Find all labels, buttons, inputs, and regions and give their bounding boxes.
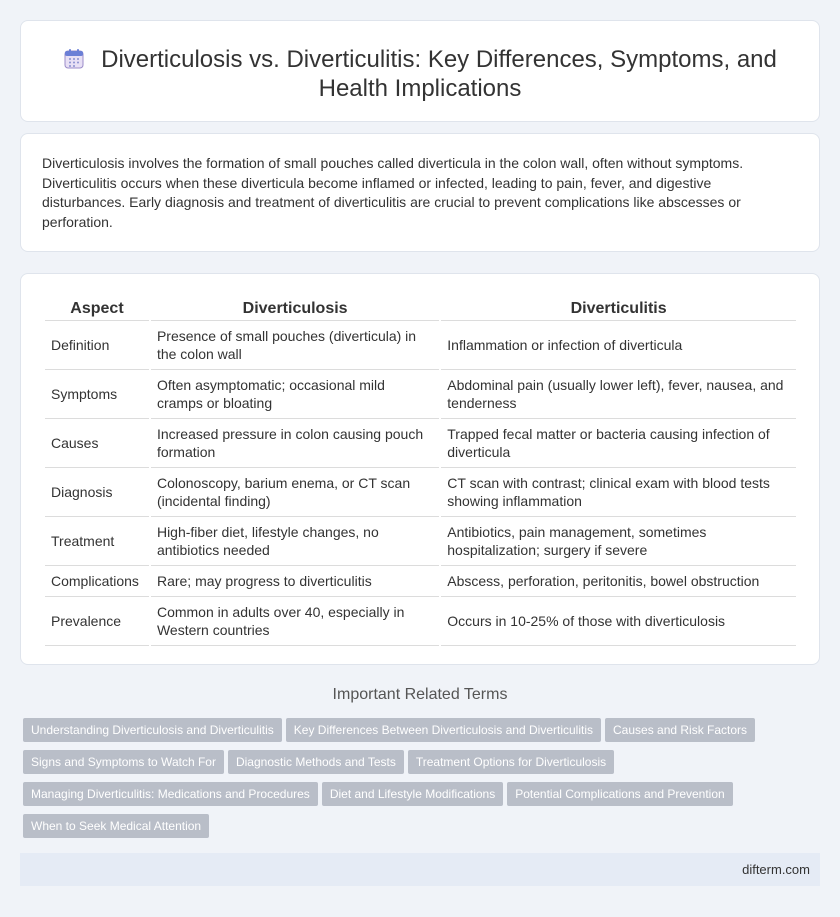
related-term-tag[interactable]: Diagnostic Methods and Tests [228, 750, 404, 774]
table-row [45, 597, 796, 646]
header-aspect: Aspect [45, 294, 149, 321]
row-diverticulosis: Rare; may progress to diverticulitis [151, 566, 439, 597]
header-card [20, 20, 820, 122]
related-term-tag[interactable]: Causes and Risk Factors [605, 718, 755, 742]
row-diverticulosis: Colonoscopy, barium enema, or CT scan (incidental finding) [151, 468, 439, 517]
row-aspect: Complications [45, 566, 149, 597]
footer [20, 853, 820, 886]
row-diverticulosis: Increased pressure in colon causing pouch formation [151, 419, 439, 468]
row-aspect: Diagnosis [45, 468, 149, 517]
row-aspect: Causes [45, 419, 149, 468]
row-diverticulosis: Often asymptomatic; occasional mild cramps or bloating [151, 370, 439, 419]
header-diverticulitis: Diverticulitis [441, 294, 796, 321]
related-term-tag[interactable]: Managing Diverticulitis: Medications and Procedures [23, 782, 318, 806]
row-diverticulitis: Antibiotics, pain management, sometimes hospitalization; surgery if severe [441, 517, 796, 566]
row-diverticulosis: High-fiber diet, lifestyle changes, no antibiotics needed [151, 517, 439, 566]
related-term-tag[interactable]: Key Differences Between Diverticulosis and Diverticulitis [286, 718, 601, 742]
row-aspect: Treatment [45, 517, 149, 566]
table-row [45, 468, 796, 517]
page-title [51, 45, 789, 103]
table-header-row [45, 294, 796, 321]
row-aspect: Definition [45, 321, 149, 370]
row-diverticulosis: Presence of small pouches (diverticula) in the colon wall [151, 321, 439, 370]
row-aspect: Prevalence [45, 597, 149, 646]
calendar-icon [63, 48, 85, 70]
footer-site-link[interactable]: difterm.com [742, 862, 810, 877]
comparison-table [43, 294, 798, 646]
table-row [45, 370, 796, 419]
related-term-tag[interactable]: When to Seek Medical Attention [23, 814, 209, 838]
table-row [45, 321, 796, 370]
row-aspect: Symptoms [45, 370, 149, 419]
related-term-tag[interactable]: Signs and Symptoms to Watch For [23, 750, 224, 774]
table-row [45, 419, 796, 468]
related-term-tag[interactable]: Treatment Options for Diverticulosis [408, 750, 614, 774]
comparison-table-card [20, 273, 820, 665]
table-row [45, 517, 796, 566]
table-row [45, 566, 796, 597]
row-diverticulitis: Abdominal pain (usually lower left), fever, nausea, and tenderness [441, 370, 796, 419]
related-term-tag[interactable]: Understanding Diverticulosis and Diverticulitis [23, 718, 282, 742]
row-diverticulitis: Occurs in 10-25% of those with diverticulosis [441, 597, 796, 646]
intro-card [20, 133, 820, 252]
row-diverticulitis: Inflammation or infection of diverticula [441, 321, 796, 370]
row-diverticulitis: Trapped fecal matter or bacteria causing infection of diverticula [441, 419, 796, 468]
header-diverticulosis: Diverticulosis [151, 294, 439, 321]
related-terms-list [23, 718, 823, 846]
row-diverticulosis: Common in adults over 40, especially in Western countries [151, 597, 439, 646]
related-terms-title: Important Related Terms [332, 686, 508, 703]
related-term-tag[interactable]: Diet and Lifestyle Modifications [322, 782, 503, 806]
related-term-tag[interactable]: Potential Complications and Prevention [507, 782, 732, 806]
intro-text: Diverticulosis involves the formation of small pouches called diverticula in the colon wall, often without symptoms. Diverticulitis occurs when these diverticula become inflamed or infected, leading to pain, fever, and digestive disturbances. Early diagnosis and treatment of diverticulitis are crucial to prevent complications like abscesses or perforation. [42, 155, 744, 230]
row-diverticulitis: Abscess, perforation, peritonitis, bowel obstruction [441, 566, 796, 597]
page-title-text: Diverticulosis vs. Diverticulitis: Key Differences, Symptoms, and Health Implications [101, 46, 777, 102]
row-diverticulitis: CT scan with contrast; clinical exam with blood tests showing inflammation [441, 468, 796, 517]
